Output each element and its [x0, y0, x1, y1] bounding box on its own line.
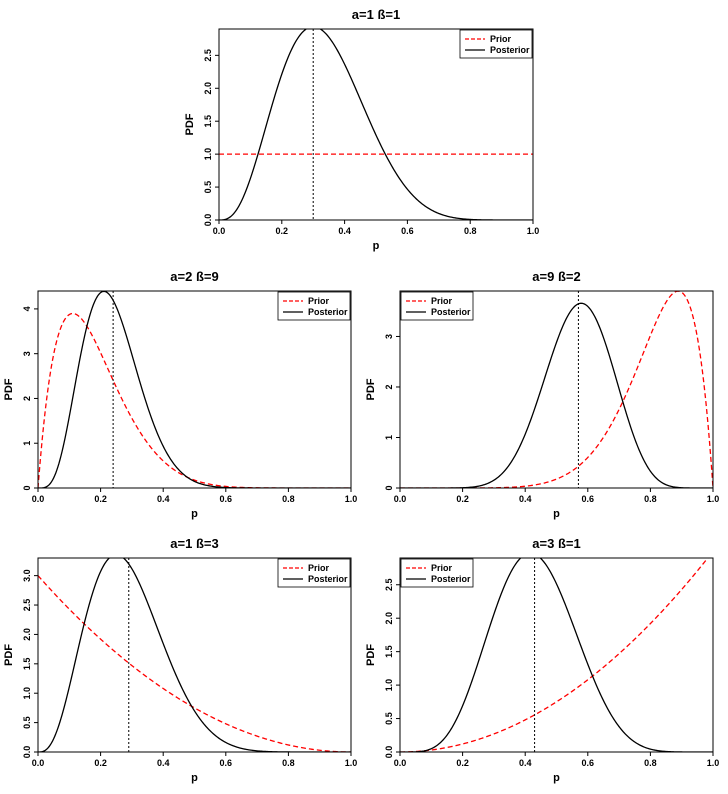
x-tick-label: 1.0: [706, 758, 720, 768]
posterior-curve: [38, 291, 351, 488]
legend: [278, 292, 350, 320]
x-tick-label: 0.4: [518, 494, 532, 504]
y-axis-label: PDF: [365, 378, 377, 401]
x-tick-label: 0.8: [282, 494, 295, 504]
x-tick-label: 0.6: [401, 226, 414, 236]
x-tick-label: 0.0: [393, 494, 407, 504]
y-axis-label: PDF: [3, 644, 15, 666]
y-tick-label: 3: [22, 351, 32, 357]
x-axis-label: p: [191, 772, 198, 784]
x-axis-label: p: [553, 508, 560, 520]
y-axis-label: PDF: [365, 644, 377, 666]
legend: [401, 559, 473, 587]
prior-curve: [38, 314, 351, 488]
x-axis-label: p: [553, 772, 560, 784]
x-tick-label: 0.8: [282, 758, 295, 768]
x-tick-label: 1.0: [706, 494, 720, 504]
y-tick-label: 2.5: [384, 578, 394, 592]
chart-panel-5: [365, 536, 719, 784]
y-tick-label: 1: [22, 440, 32, 446]
x-tick-label: 0.0: [393, 758, 407, 768]
x-tick-label: 0.0: [31, 758, 45, 768]
x-tick-label: 0.4: [518, 758, 532, 768]
legend-label: Prior: [490, 34, 512, 44]
chart-title: a=1 ß=1: [351, 7, 401, 22]
legend-label: Posterior: [308, 574, 348, 584]
chart-title: a=3 ß=1: [532, 536, 581, 551]
y-tick-label: 0.5: [384, 712, 394, 725]
legend: [278, 559, 350, 587]
x-tick-label: 1.0: [526, 226, 540, 236]
y-tick-label: 2.5: [22, 598, 32, 612]
legend-label: Posterior: [308, 307, 348, 317]
chart-panel-1: [184, 7, 539, 252]
x-axis-label: p: [191, 508, 198, 520]
y-tick-label: 2: [22, 395, 32, 401]
chart-panel-4: [3, 536, 357, 784]
y-tick-label: 0.5: [203, 180, 213, 194]
posterior-curve: [400, 303, 713, 488]
legend-label: Posterior: [431, 307, 471, 317]
y-tick-label: 1.5: [384, 645, 394, 658]
y-tick-label: 3: [384, 333, 394, 339]
y-tick-label: 2.5: [203, 49, 213, 62]
x-tick-label: 0.4: [156, 758, 170, 768]
legend-label: Prior: [431, 296, 453, 306]
chart-panel-2: [3, 269, 357, 520]
x-tick-label: 0.8: [644, 758, 657, 768]
y-tick-label: 0.5: [22, 716, 32, 729]
legend-label: Prior: [308, 296, 330, 306]
x-tick-label: 0.4: [338, 226, 351, 236]
y-tick-label: 1.0: [384, 678, 394, 692]
y-tick-label: 0.0: [203, 213, 213, 227]
y-tick-label: 0: [22, 485, 32, 491]
y-tick-label: 1.5: [22, 657, 32, 671]
y-axis-label: PDF: [184, 113, 196, 136]
x-tick-label: 0.2: [94, 758, 107, 768]
legend-label: Prior: [308, 563, 330, 573]
y-tick-label: 4: [22, 306, 32, 312]
y-tick-label: 2: [384, 384, 394, 390]
x-tick-label: 0.2: [456, 758, 469, 768]
x-tick-label: 0.2: [456, 494, 469, 504]
x-tick-label: 0.2: [275, 226, 289, 236]
x-tick-label: 0.6: [581, 758, 595, 768]
y-tick-label: 1.0: [203, 147, 213, 161]
plot-frame: [400, 291, 713, 488]
y-axis-label: PDF: [3, 378, 15, 401]
x-axis-label: p: [372, 240, 380, 252]
y-tick-label: 1: [384, 434, 394, 440]
x-tick-label: 0.6: [581, 494, 595, 504]
chart-title: a=1 ß=3: [170, 536, 219, 551]
x-tick-label: 1.0: [344, 494, 358, 504]
legend-label: Prior: [431, 563, 453, 573]
x-tick-label: 0.8: [463, 226, 477, 236]
y-tick-label: 0: [384, 485, 394, 491]
y-tick-label: 2.0: [384, 611, 394, 625]
prior-curve: [400, 291, 713, 488]
x-tick-label: 0.2: [94, 494, 107, 504]
chart-title: a=9 ß=2: [532, 269, 581, 284]
x-tick-label: 0.6: [219, 494, 233, 504]
legend: [401, 292, 473, 320]
y-tick-label: 1.5: [203, 114, 213, 128]
legend: [460, 30, 532, 58]
y-tick-label: 0.0: [22, 745, 32, 759]
y-tick-label: 0.0: [384, 745, 394, 759]
legend-label: Posterior: [490, 45, 530, 55]
prior-curve: [38, 576, 351, 752]
x-tick-label: 0.4: [156, 494, 170, 504]
y-tick-label: 3.0: [22, 569, 32, 582]
chart-title: a=2 ß=9: [170, 269, 219, 284]
x-tick-label: 0.0: [212, 226, 226, 236]
x-tick-label: 1.0: [344, 758, 358, 768]
x-tick-label: 0.0: [31, 494, 45, 504]
plot-frame: [38, 291, 351, 488]
x-tick-label: 0.8: [644, 494, 657, 504]
chart-panel-3: [365, 269, 719, 520]
y-tick-label: 2.0: [203, 82, 213, 95]
x-tick-label: 0.6: [219, 758, 233, 768]
y-tick-label: 2.0: [22, 628, 32, 641]
y-tick-label: 1.0: [22, 686, 32, 700]
legend-label: Posterior: [431, 574, 471, 584]
